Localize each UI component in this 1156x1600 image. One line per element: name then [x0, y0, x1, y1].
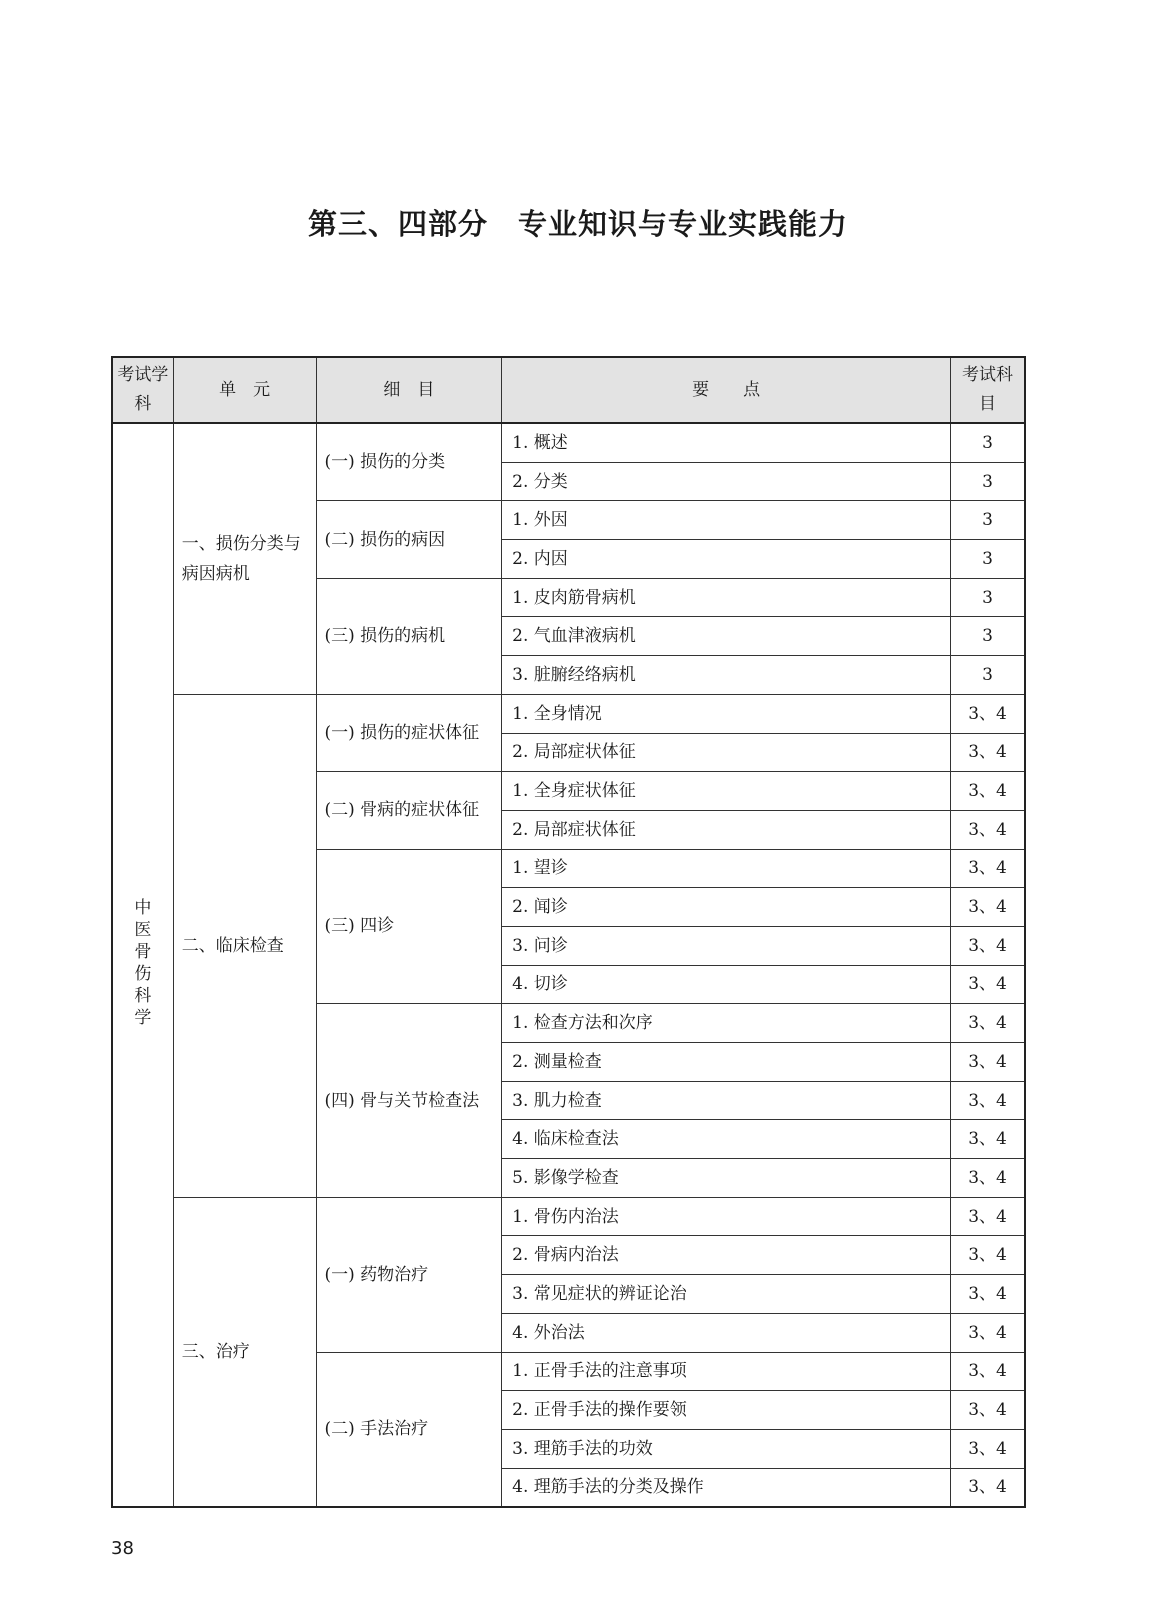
point-cell: 4. 外治法	[502, 1313, 951, 1352]
table-row	[112, 423, 1025, 462]
point-cell: 3. 问诊	[502, 926, 951, 965]
header-row	[112, 357, 1025, 423]
point-cell: 5. 影像学检查	[502, 1159, 951, 1198]
detail-cell: (一) 损伤的分类	[316, 423, 502, 501]
detail-cell: (一) 药物治疗	[316, 1197, 502, 1352]
point-cell: 4. 临床检查法	[502, 1120, 951, 1159]
exam-cell: 3、4	[951, 733, 1025, 772]
point-cell: 2. 气血津液病机	[502, 617, 951, 656]
exam-cell: 3、4	[951, 1275, 1025, 1314]
exam-cell: 3、4	[951, 1081, 1025, 1120]
header-detail: 细 目	[316, 357, 502, 423]
exam-cell: 3、4	[951, 849, 1025, 888]
exam-cell: 3	[951, 462, 1025, 501]
point-cell: 3. 常见症状的辨证论治	[502, 1275, 951, 1314]
unit-cell: 二、临床检查	[173, 694, 316, 1197]
exam-cell: 3、4	[951, 1159, 1025, 1198]
point-cell: 1. 望诊	[502, 849, 951, 888]
exam-cell: 3、4	[951, 1043, 1025, 1082]
point-cell: 1. 全身情况	[502, 694, 951, 733]
exam-cell: 3、4	[951, 1313, 1025, 1352]
syllabus-table	[111, 356, 1026, 1508]
detail-cell: (一) 损伤的症状体征	[316, 694, 502, 771]
exam-cell: 3、4	[951, 1236, 1025, 1275]
point-cell: 3. 脏腑经络病机	[502, 656, 951, 695]
exam-cell: 3	[951, 617, 1025, 656]
header-point: 要 点	[502, 357, 951, 423]
exam-cell: 3	[951, 540, 1025, 579]
detail-cell: (二) 骨病的症状体征	[316, 772, 502, 849]
header-unit: 单 元	[173, 357, 316, 423]
point-cell: 2. 正骨手法的操作要领	[502, 1391, 951, 1430]
exam-cell: 3、4	[951, 1391, 1025, 1430]
point-cell: 4. 切诊	[502, 965, 951, 1004]
exam-cell: 3、4	[951, 1120, 1025, 1159]
point-cell: 1. 概述	[502, 423, 951, 462]
page-number: 38	[111, 1538, 134, 1559]
exam-cell: 3、4	[951, 810, 1025, 849]
header-exam: 考试科目	[951, 357, 1025, 423]
exam-cell: 3、4	[951, 772, 1025, 811]
exam-cell: 3、4	[951, 1468, 1025, 1507]
point-cell: 2. 骨病内治法	[502, 1236, 951, 1275]
exam-cell: 3	[951, 578, 1025, 617]
point-cell: 3. 理筋手法的功效	[502, 1429, 951, 1468]
exam-cell: 3、4	[951, 1352, 1025, 1391]
unit-cell: 一、损伤分类与病因病机	[173, 423, 316, 694]
exam-cell: 3、4	[951, 1004, 1025, 1043]
point-cell: 2. 闻诊	[502, 888, 951, 927]
point-cell: 2. 测量检查	[502, 1043, 951, 1082]
exam-cell: 3、4	[951, 1197, 1025, 1236]
point-cell: 2. 局部症状体征	[502, 733, 951, 772]
exam-cell: 3、4	[951, 926, 1025, 965]
exam-cell: 3	[951, 423, 1025, 462]
table-row	[112, 1197, 1025, 1236]
point-cell: 2. 内因	[502, 540, 951, 579]
point-cell: 2. 局部症状体征	[502, 810, 951, 849]
detail-cell: (三) 四诊	[316, 849, 502, 1004]
point-cell: 1. 皮肉筋骨病机	[502, 578, 951, 617]
point-cell: 4. 理筋手法的分类及操作	[502, 1468, 951, 1507]
point-cell: 3. 肌力检查	[502, 1081, 951, 1120]
detail-cell: (四) 骨与关节检查法	[316, 1004, 502, 1197]
table-row	[112, 694, 1025, 733]
subject-label: 中医骨伤科学	[134, 898, 152, 1029]
point-cell: 2. 分类	[502, 462, 951, 501]
page-title: 第三、四部分 专业知识与专业实践能力	[307, 207, 848, 241]
unit-cell: 三、治疗	[173, 1197, 316, 1507]
exam-cell: 3	[951, 501, 1025, 540]
table-body	[112, 423, 1025, 1507]
detail-cell: (二) 损伤的病因	[316, 501, 502, 578]
exam-cell: 3、4	[951, 888, 1025, 927]
point-cell: 1. 正骨手法的注意事项	[502, 1352, 951, 1391]
exam-cell: 3、4	[951, 965, 1025, 1004]
detail-cell: (三) 损伤的病机	[316, 578, 502, 694]
point-cell: 1. 骨伤内治法	[502, 1197, 951, 1236]
exam-cell: 3、4	[951, 694, 1025, 733]
header-subject: 考试学科	[112, 357, 173, 423]
point-cell: 1. 外因	[502, 501, 951, 540]
subject-cell	[112, 423, 173, 1507]
exam-cell: 3、4	[951, 1429, 1025, 1468]
detail-cell: (二) 手法治疗	[316, 1352, 502, 1507]
point-cell: 1. 检查方法和次序	[502, 1004, 951, 1043]
exam-cell: 3	[951, 656, 1025, 695]
point-cell: 1. 全身症状体征	[502, 772, 951, 811]
